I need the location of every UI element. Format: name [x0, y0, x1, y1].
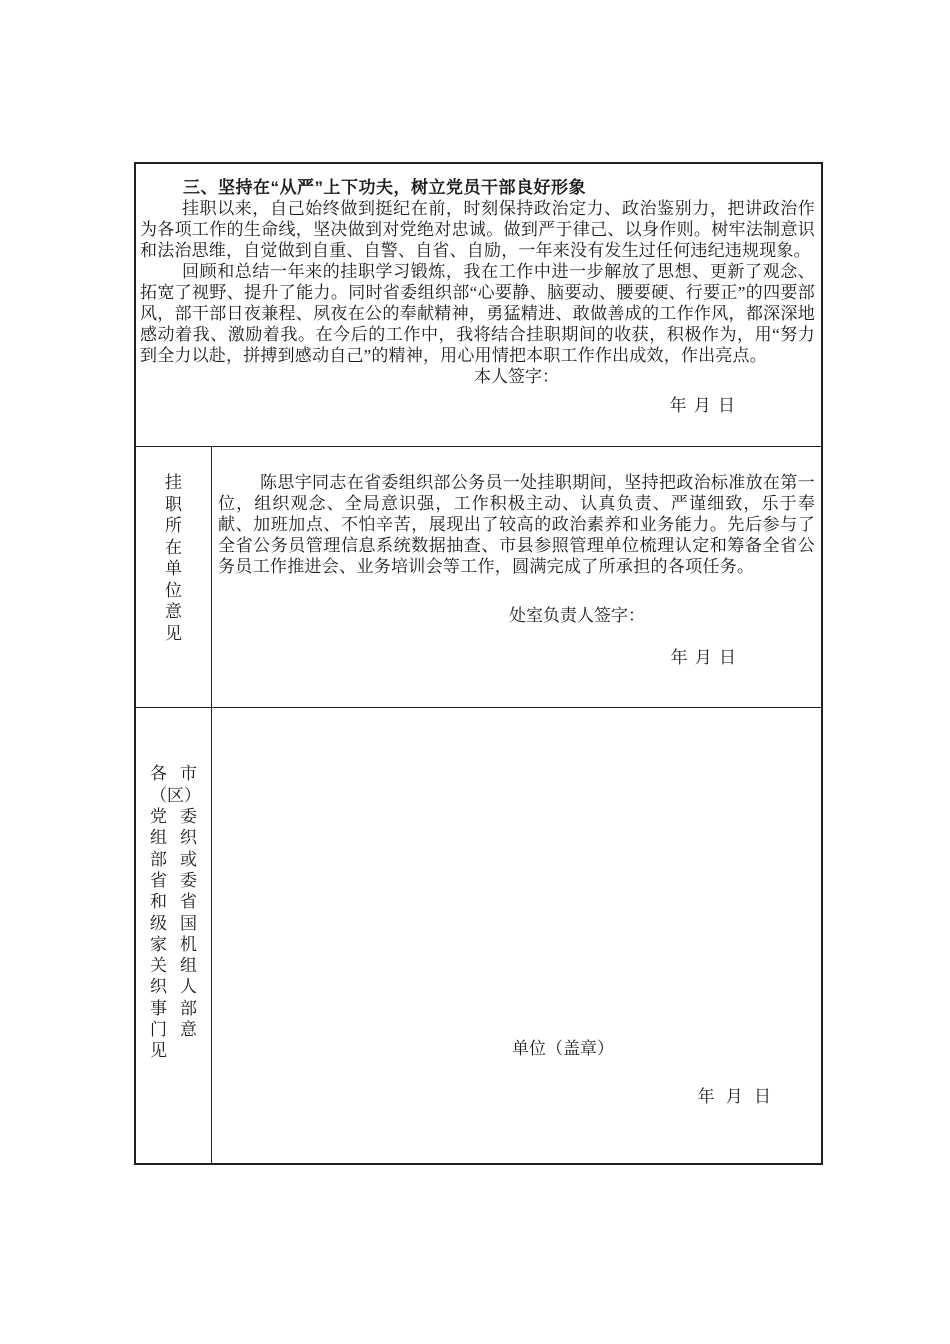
host-unit-opinion-cell [212, 447, 821, 707]
self-summary-paragraph-1: 挂职以来，自己始终做到挺纪在前，时刻保持政治定力、政治鉴别力，把讲政治作为各项工作的生命线，坚决做到对党绝对忠诚。做到严于律己、以身作则。树牢法制意识和法治思维，自觉做到自重、自警、自省、自励，一年来没有发生过任何违纪违规现象。 [140, 199, 815, 260]
org-dept-row-label-line: 事部 [150, 998, 197, 1018]
org-dept-row-label-line: 部或 [150, 849, 197, 869]
section-heading: 三、坚持在“从严”上下功夫，树立党员干部良好形象 [183, 178, 586, 197]
org-dept-opinion-section [136, 707, 821, 1163]
self-summary-cell [136, 164, 821, 446]
host-unit-row-label: 挂职所在单位意见 [165, 473, 182, 643]
org-dept-row-label-line: 门意 [150, 1019, 197, 1039]
org-dept-row-label-line: 省委 [150, 870, 197, 890]
org-dept-row-label-line: 关组 [150, 956, 197, 976]
office-head-signature-label: 处室负责人签字： [509, 606, 645, 625]
host-unit-row-label-cell [136, 447, 212, 707]
org-dept-row-label-line: 家机 [150, 934, 197, 954]
org-dept-row-label-line: （区） [150, 785, 201, 805]
org-dept-date-line: 年 月 日 [697, 1087, 771, 1106]
self-summary-section [136, 164, 821, 446]
host-unit-date-line: 年 月 日 [670, 648, 736, 667]
host-unit-opinion-text: 陈思宇同志在省委组织部公务员一处挂职期间，坚持把政治标准放在第一位，组织观念、全局意识强，工作积极主动、认真负责、严谨细致，乐于奉献、加班加点、不怕辛苦，展现出了较高的政治素养和业务能力。先后参与了全省公务员管理信息系统数据抽查、市县参照管理单位梳理认定和筹备全省公务员工作推进会、业务培训会等工作，圆满完成了所承担的各项任务。 [218, 473, 815, 576]
self-signature-label: 本人签字： [474, 367, 559, 386]
org-dept-opinion-cell [212, 708, 821, 1163]
org-dept-row-label-line: 级国 [150, 913, 197, 933]
org-dept-row-label-line: 党委 [150, 807, 197, 827]
unit-stamp-label: 单位（盖章） [512, 1039, 614, 1058]
org-dept-row-label-line: 织人 [150, 977, 197, 997]
org-dept-row-label-line: 各市 [150, 764, 197, 784]
org-dept-row-label-cell [136, 708, 212, 1163]
org-dept-row-label-line: 和省 [150, 892, 197, 912]
evaluation-form-table [134, 162, 823, 1165]
host-unit-opinion-section [136, 446, 821, 707]
org-dept-row-label [150, 763, 201, 1061]
org-dept-row-label-line: 组织 [150, 828, 197, 848]
self-summary-paragraph-2: 回顾和总结一年来的挂职学习锻炼，我在工作中进一步解放了思想、更新了观念、拓宽了视野、提升了能力。同时省委组织部“心要静、脑要动、腰要硬、行要正”的四要部风，部干部日夜兼程、夙夜在公的奉献精神，勇猛精进、敢做善成的工作作风，都深深地感动着我、激励着我。在今后的工作中，我将结合挂职期间的收获，积极作为，用“努力到全力以赴，拼搏到感动自己”的精神，用心用情把本职工作作出成效，作出亮点。 [140, 262, 815, 365]
self-date-line: 年 月 日 [669, 396, 735, 415]
org-dept-row-label-line: 见 [150, 1041, 167, 1061]
